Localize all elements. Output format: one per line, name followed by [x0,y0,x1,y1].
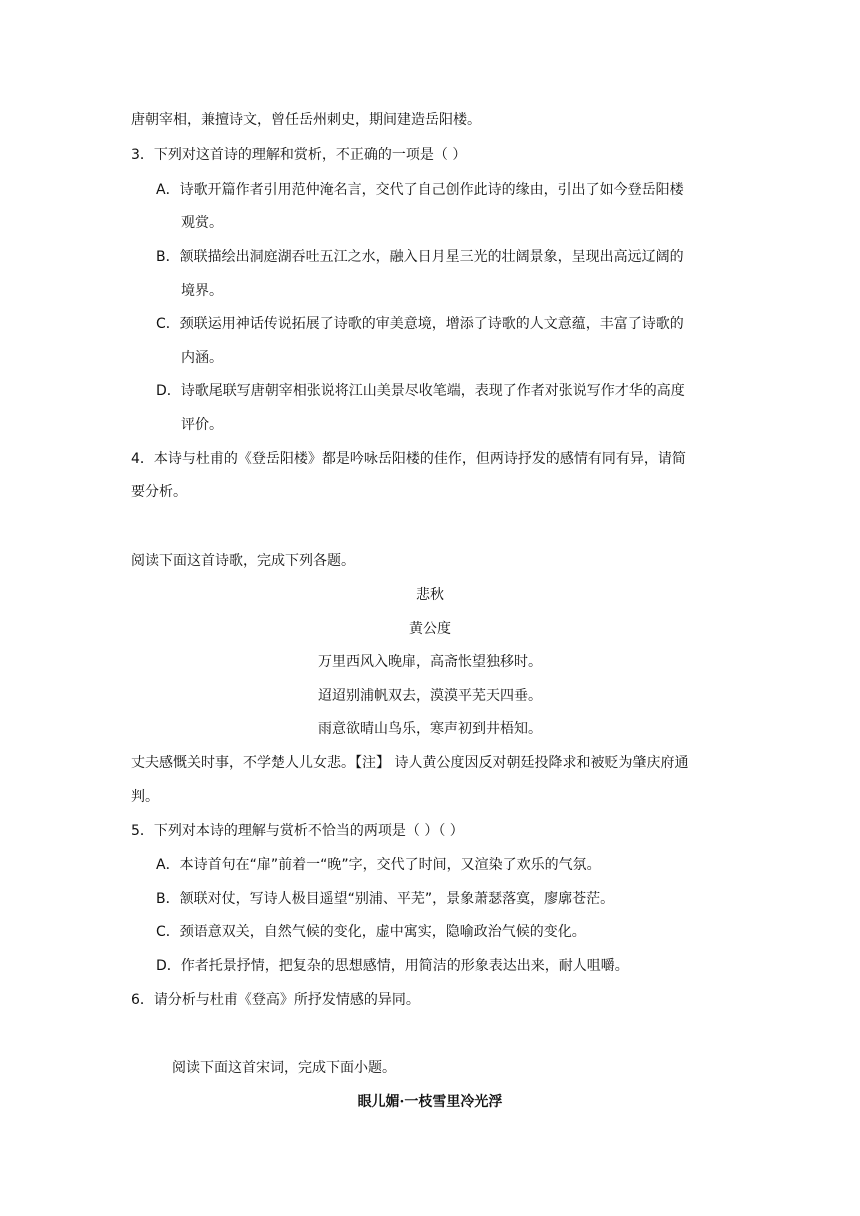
question-5-stem: 5．下列对本诗的理解与赏析不恰当的两项是（ ）（ ） [131,823,464,839]
question-3-option-a: A．诗歌开篇作者引用范仲淹名言，交代了自己创作此诗的缘由，引出了如今登岳阳楼 [156,182,684,198]
question-3-option-c: C．颈联运用神话传说拓展了诗歌的审美意境，增添了诗歌的人文意蕴，丰富了诗歌的 [156,316,684,332]
question-3-option-a-cont: 观赏。 [181,215,223,231]
question-5-option-c: C．颈语意双关，自然气候的变化，虚中寓实，隐喻政治气候的变化。 [156,924,586,940]
poem-note-cont: 判。 [131,789,159,805]
question-4-line-2: 要分析。 [131,484,187,500]
question-5-option-b: B．颔联对仗，写诗人极目遥望“别浦、平芜”，景象萧瑟落寞，廖廓苍茫。 [156,891,615,907]
question-3-option-c-cont: 内涵。 [181,350,223,366]
poem-line-4: 丈夫感慨关时事，不学楚人儿女悲。 [131,755,355,771]
question-3-option-d-cont: 评价。 [181,417,223,433]
reading-3-intro: 阅读下面这首宋词，完成下面小题。 [172,1060,396,1076]
question-4-line-1: 4．本诗与杜甫的《登岳阳楼》都是吟咏岳阳楼的佳作，但两诗抒发的感情有同有异，请简 [131,451,686,467]
question-5-option-a: A．本诗首句在“扉”前着一“晚”字，交代了时间，又渲染了欢乐的气氛。 [156,857,601,873]
question-3-option-b-cont: 境界。 [181,283,223,299]
question-5-option-d: D．作者托景抒情，把复杂的思想感情，用简洁的形象表达出来，耐人咀嚼。 [156,958,629,974]
previous-note-text: 唐朝宰相，兼擅诗文，曾任岳州刺史，期间建造岳阳楼。 [131,112,481,128]
question-3-option-b: B．颔联描绘出洞庭湖吞吐五江之水，融入日月星三光的壮阔景象，呈现出高远辽阔的 [156,249,684,265]
reading-2-intro: 阅读下面这首诗歌，完成下列各题。 [131,553,355,569]
question-6: 6．请分析与杜甫《登高》所抒发情感的异同。 [131,992,420,1008]
question-3-stem: 3．下列对这首诗的理解和赏析，不正确的一项是（ ） [131,147,467,163]
poem-line-3: 雨意欲晴山鸟乐，寒声初到井梧知。 [318,721,542,737]
poem-line-1: 万里西风入晚扉，高斋怅望独移时。 [318,654,542,670]
poem-author: 黄公度 [409,621,451,637]
poem-title: 悲秋 [416,587,444,603]
question-3-option-d: D．诗歌尾联写唐朝宰相张说将江山美景尽收笔端，表现了作者对张说写作才华的高度 [156,383,685,399]
poem-line-2: 迢迢别浦帆双去，漠漠平芜天四垂。 [318,688,542,704]
poem-last-line-and-note [131,753,688,773]
ci-title: 眼儿媚·一枝雪里冷光浮 [357,1094,503,1110]
poem-note: 【注】 诗人黄公度因反对朝廷投降求和被贬为肇庆府通 [355,755,689,771]
